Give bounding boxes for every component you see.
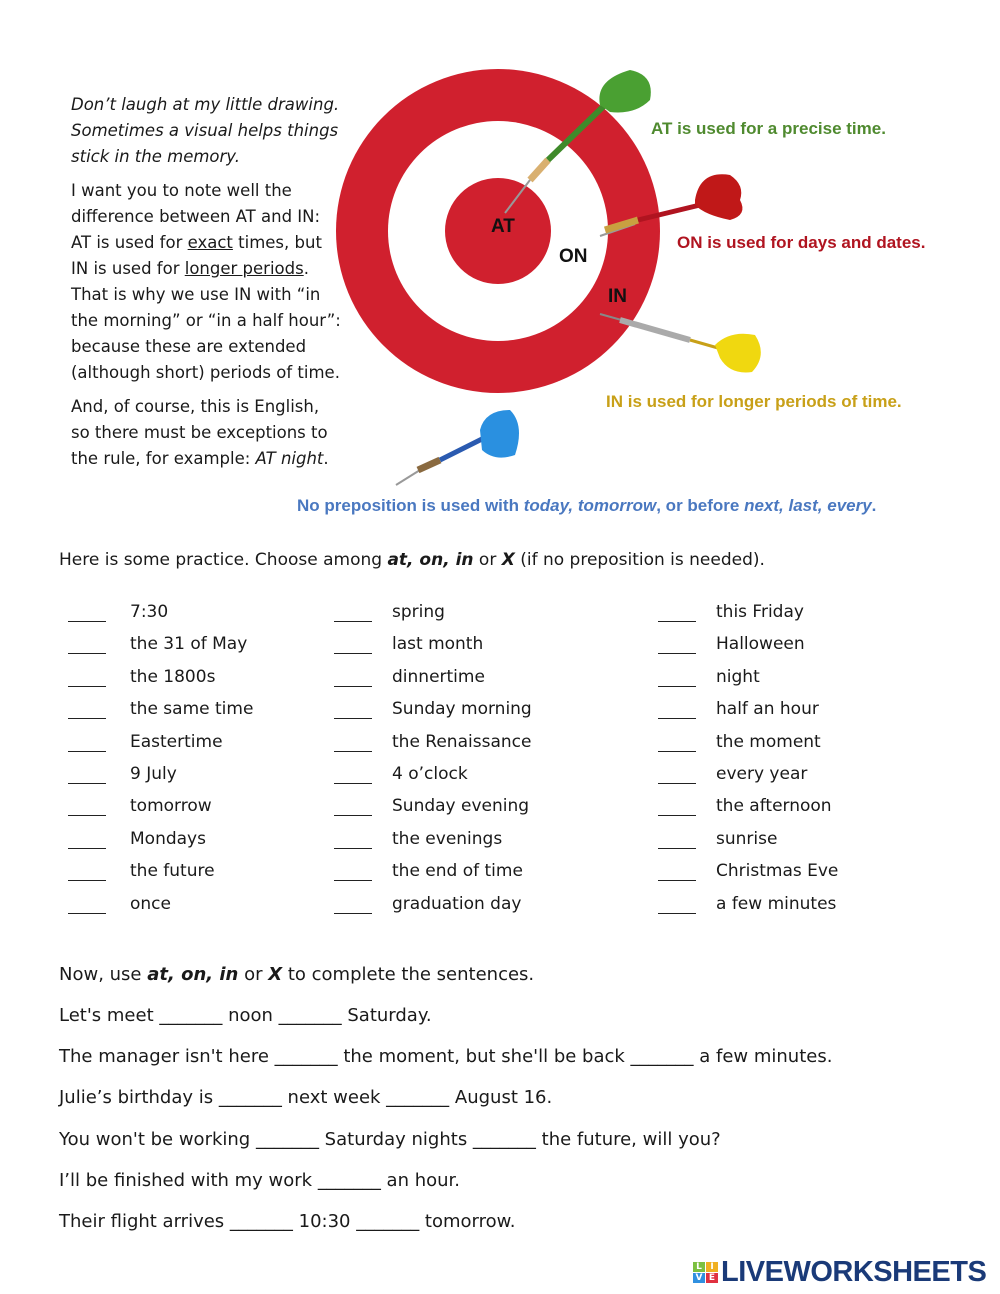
practice-item: the same time: [130, 699, 254, 720]
in-rule: IN is used for longer periods of time.: [606, 392, 902, 411]
text: X: [501, 550, 515, 570]
text: today, tomorrow: [523, 496, 657, 515]
practice-item: Mondays: [130, 828, 206, 849]
practice-item: tomorrow: [130, 796, 212, 817]
practice-item: every year: [716, 764, 808, 784]
on-rule: ON is used for days and dates.: [677, 233, 926, 252]
practice-item: Christmas Eve: [716, 861, 839, 882]
sentence-item[interactable]: I’ll be finished with my work _______ an hour.: [59, 1169, 461, 1191]
underlined-exact: exact: [187, 233, 233, 252]
sentence-item[interactable]: The manager isn't here _______ the moment, but she'll be back _______ a few minutes.: [59, 1046, 833, 1068]
text: (if no preposition is needed).: [514, 550, 765, 570]
text: to complete the sentences.: [282, 964, 535, 985]
text: I want you to note well the difference between AT and IN: AT is used for: [71, 181, 321, 252]
answer-blank[interactable]: [68, 764, 106, 784]
practice-item: night: [716, 666, 760, 687]
text: X: [268, 964, 283, 985]
practice-item: the 31 of May: [130, 634, 248, 655]
answer-blank[interactable]: [658, 602, 696, 622]
sentences-instructions: [59, 964, 534, 985]
answer-blank[interactable]: [68, 829, 106, 849]
practice-item: this Friday: [716, 602, 804, 622]
answer-blank[interactable]: [68, 861, 106, 881]
sentence-item[interactable]: Their flight arrives _______ 10:30 _______ tomorrow.: [59, 1211, 516, 1232]
answer-blank[interactable]: [68, 634, 106, 654]
answer-blank[interactable]: [334, 667, 372, 687]
text: or: [473, 550, 502, 570]
text: .: [323, 449, 329, 468]
practice-item: 4 o’clock: [392, 764, 468, 784]
underlined-longer-periods: longer periods: [184, 259, 304, 278]
no-preposition-rule: [297, 496, 876, 516]
practice-item: 7:30: [130, 602, 169, 622]
logo-text: LIVEWORKSHEETS: [721, 1256, 987, 1288]
practice-item: sunrise: [716, 828, 778, 849]
label-at: AT: [491, 216, 515, 237]
answer-blank[interactable]: [658, 732, 696, 752]
answer-blank[interactable]: [658, 894, 696, 914]
text: Now, use: [59, 964, 148, 985]
answer-blank[interactable]: [658, 667, 696, 687]
practice-item: once: [130, 893, 171, 914]
practice-item: Sunday evening: [392, 796, 530, 817]
logo-letter: E: [706, 1273, 718, 1283]
practice-item: the end of time: [392, 861, 523, 882]
practice-item: the Renaissance: [392, 731, 532, 752]
answer-blank[interactable]: [334, 732, 372, 752]
answer-blank[interactable]: [68, 699, 106, 719]
liveworksheets-logo: [693, 1256, 986, 1289]
text: .: [871, 496, 877, 515]
practice-item: graduation day: [392, 893, 522, 914]
practice-instructions: [59, 550, 765, 570]
answer-blank[interactable]: [334, 894, 372, 914]
logo-letter: I: [706, 1262, 718, 1272]
text: No preposition is used with: [297, 496, 524, 515]
text: Here is some practice. Choose among: [59, 550, 388, 570]
practice-item: the evenings: [392, 828, 503, 849]
sentence-item[interactable]: Julie’s birthday is _______ next week _______ August 16.: [59, 1087, 553, 1109]
logo-letter: L: [693, 1262, 705, 1272]
label-on: ON: [559, 246, 588, 267]
practice-item: Sunday morning: [392, 699, 532, 720]
yellow-dart-icon: [600, 314, 761, 372]
answer-blank[interactable]: [658, 796, 696, 816]
answer-blank[interactable]: [334, 829, 372, 849]
logo-letter: V: [693, 1273, 705, 1283]
answer-blank[interactable]: [658, 699, 696, 719]
answer-blank[interactable]: [68, 667, 106, 687]
answer-blank[interactable]: [334, 699, 372, 719]
target-illustration: [0, 0, 1000, 520]
practice-item: half an hour: [716, 699, 819, 720]
answer-blank[interactable]: [334, 861, 372, 881]
practice-item: the afternoon: [716, 796, 832, 817]
at-night: AT night: [255, 449, 324, 468]
text: times, but IN is used for: [71, 233, 322, 278]
practice-item: a few minutes: [716, 893, 837, 914]
logo-icon: [693, 1262, 718, 1283]
answer-blank[interactable]: [68, 602, 106, 622]
label-in: IN: [608, 286, 627, 307]
practice-item: Halloween: [716, 634, 805, 655]
answer-blank[interactable]: [68, 796, 106, 816]
intro-note: Don’t laugh at my little drawing. Sometimes a visual helps things stick in the memory.: [71, 95, 340, 166]
answer-blank[interactable]: [334, 796, 372, 816]
text: next, last, every: [744, 496, 872, 515]
sentence-item[interactable]: You won't be working _______ Saturday nights _______ the future, will you?: [59, 1128, 721, 1150]
text: at, on, in: [147, 964, 239, 985]
text: . That is why we use IN with “in the morning” or “in a half hour”: because these are extended (although short) periods of time.: [71, 259, 341, 382]
answer-blank[interactable]: [68, 732, 106, 752]
practice-item: 9 July: [130, 764, 177, 784]
practice-item: dinnertime: [392, 666, 485, 687]
blue-dart-icon: [396, 410, 519, 485]
text: , or before: [656, 496, 745, 515]
practice-item: Eastertime: [130, 731, 223, 752]
answer-blank[interactable]: [658, 634, 696, 654]
answer-blank[interactable]: [68, 894, 106, 914]
practice-item: spring: [392, 602, 445, 622]
text: And, of course, this is English, so there must be exceptions to the rule, for example:: [71, 397, 328, 468]
answer-blank[interactable]: [658, 764, 696, 784]
answer-blank[interactable]: [334, 764, 372, 784]
practice-item: the moment: [716, 731, 821, 752]
sentence-item[interactable]: Let's meet _______ noon _______ Saturday.: [59, 1005, 432, 1026]
text: or: [238, 964, 269, 985]
practice-item: last month: [392, 634, 484, 655]
at-rule: AT is used for a precise time.: [651, 119, 886, 138]
answer-blank[interactable]: [658, 861, 696, 881]
practice-item: the 1800s: [130, 666, 216, 687]
answer-blank[interactable]: [334, 602, 372, 622]
practice-item: the future: [130, 861, 215, 882]
answer-blank[interactable]: [334, 634, 372, 654]
text: at, on, in: [387, 550, 474, 570]
answer-blank[interactable]: [658, 829, 696, 849]
